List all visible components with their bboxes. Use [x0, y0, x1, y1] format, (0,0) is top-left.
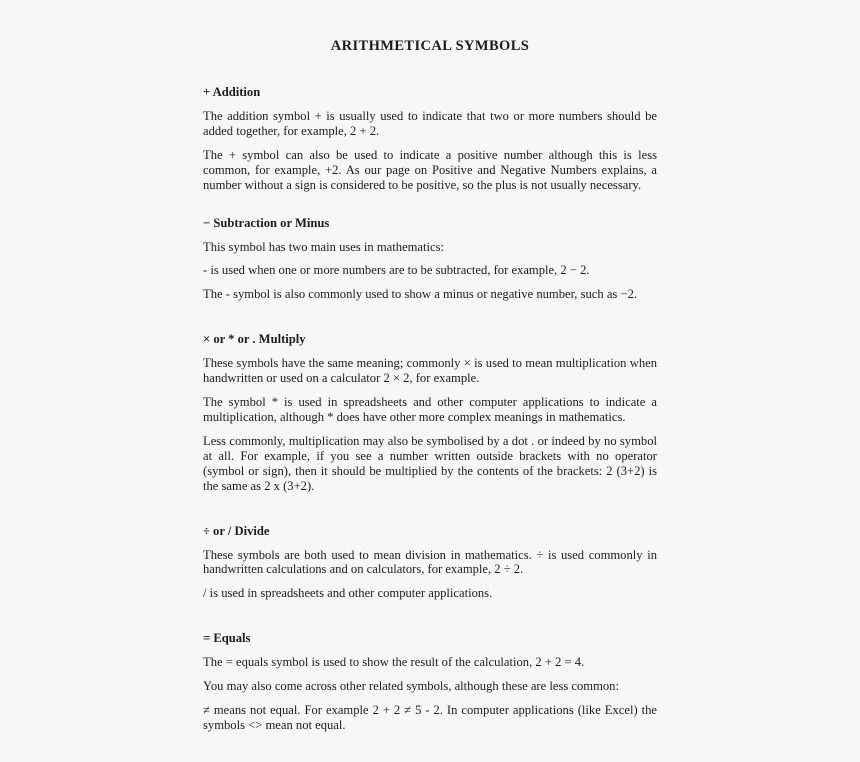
section-addition: [203, 85, 657, 193]
paragraph: These symbols have the same meaning; commonly × is used to mean multiplication when handwritten or used on a calculator 2 × 2, for example.: [203, 356, 657, 386]
section-subtraction: [203, 216, 657, 303]
paragraph: The symbol * is used in spreadsheets and other computer applications to indicate a multiplication, although * does have other more complex meanings in mathematics.: [203, 395, 657, 424]
paragraph: - is used when one or more numbers are to be subtracted, for example, 2 − 2.: [203, 263, 590, 278]
section-divide: [203, 524, 657, 602]
section-equals: [203, 631, 657, 733]
paragraph: The + symbol can also be used to indicate a positive number although this is less common, for example, +2. As our page on Positive and Negative Numbers explains, a number without a sign is considered to be positive, so the plus is not usually necessary.: [203, 147, 657, 192]
paragraph: The = equals symbol is used to show the result of the calculation, 2 + 2 = 4.: [203, 655, 585, 670]
paragraph: ≠ means not equal. For example 2 + 2 ≠ 5 - 2. In computer applications (like Excel) the symbols <> mean not equal.: [203, 703, 657, 732]
paragraph: / is used in spreadsheets and other computer applications.: [203, 586, 493, 601]
paragraph: Less commonly, multiplication may also be symbolised by a dot . or indeed by no symbol at all. For example, if you see a number written outside brackets with no operator (symbol or sign), then it should be multiplied by the contents of the brackets: 2 (3+2) is the same as 2 x (3+2).: [203, 433, 657, 493]
page-title: ARITHMETICAL SYMBOLS: [330, 38, 530, 54]
paragraph: The addition symbol + is usually used to indicate that two or more numbers should be added together, for example, 2 + 2.: [203, 109, 657, 138]
paragraph: You may also come across other related symbols, although these are less common:: [203, 679, 619, 694]
section-multiply: [203, 332, 657, 493]
section-heading-equals: = Equals: [203, 631, 251, 646]
paragraph: The - symbol is also commonly used to show a minus or negative number, such as −2.: [203, 287, 638, 302]
document-page: [203, 0, 657, 733]
paragraph: This symbol has two main uses in mathematics:: [203, 239, 445, 254]
section-heading-divide: ÷ or / Divide: [203, 523, 270, 538]
section-heading-addition: + Addition: [203, 85, 261, 99]
section-heading-multiply: × or * or . Multiply: [203, 332, 306, 347]
paragraph: These symbols are both used to mean division in mathematics. ÷ is used commonly in handwritten calculations and on calculators, for example, 2 ÷ 2.: [203, 547, 657, 577]
section-heading-subtraction: − Subtraction or Minus: [203, 215, 330, 230]
